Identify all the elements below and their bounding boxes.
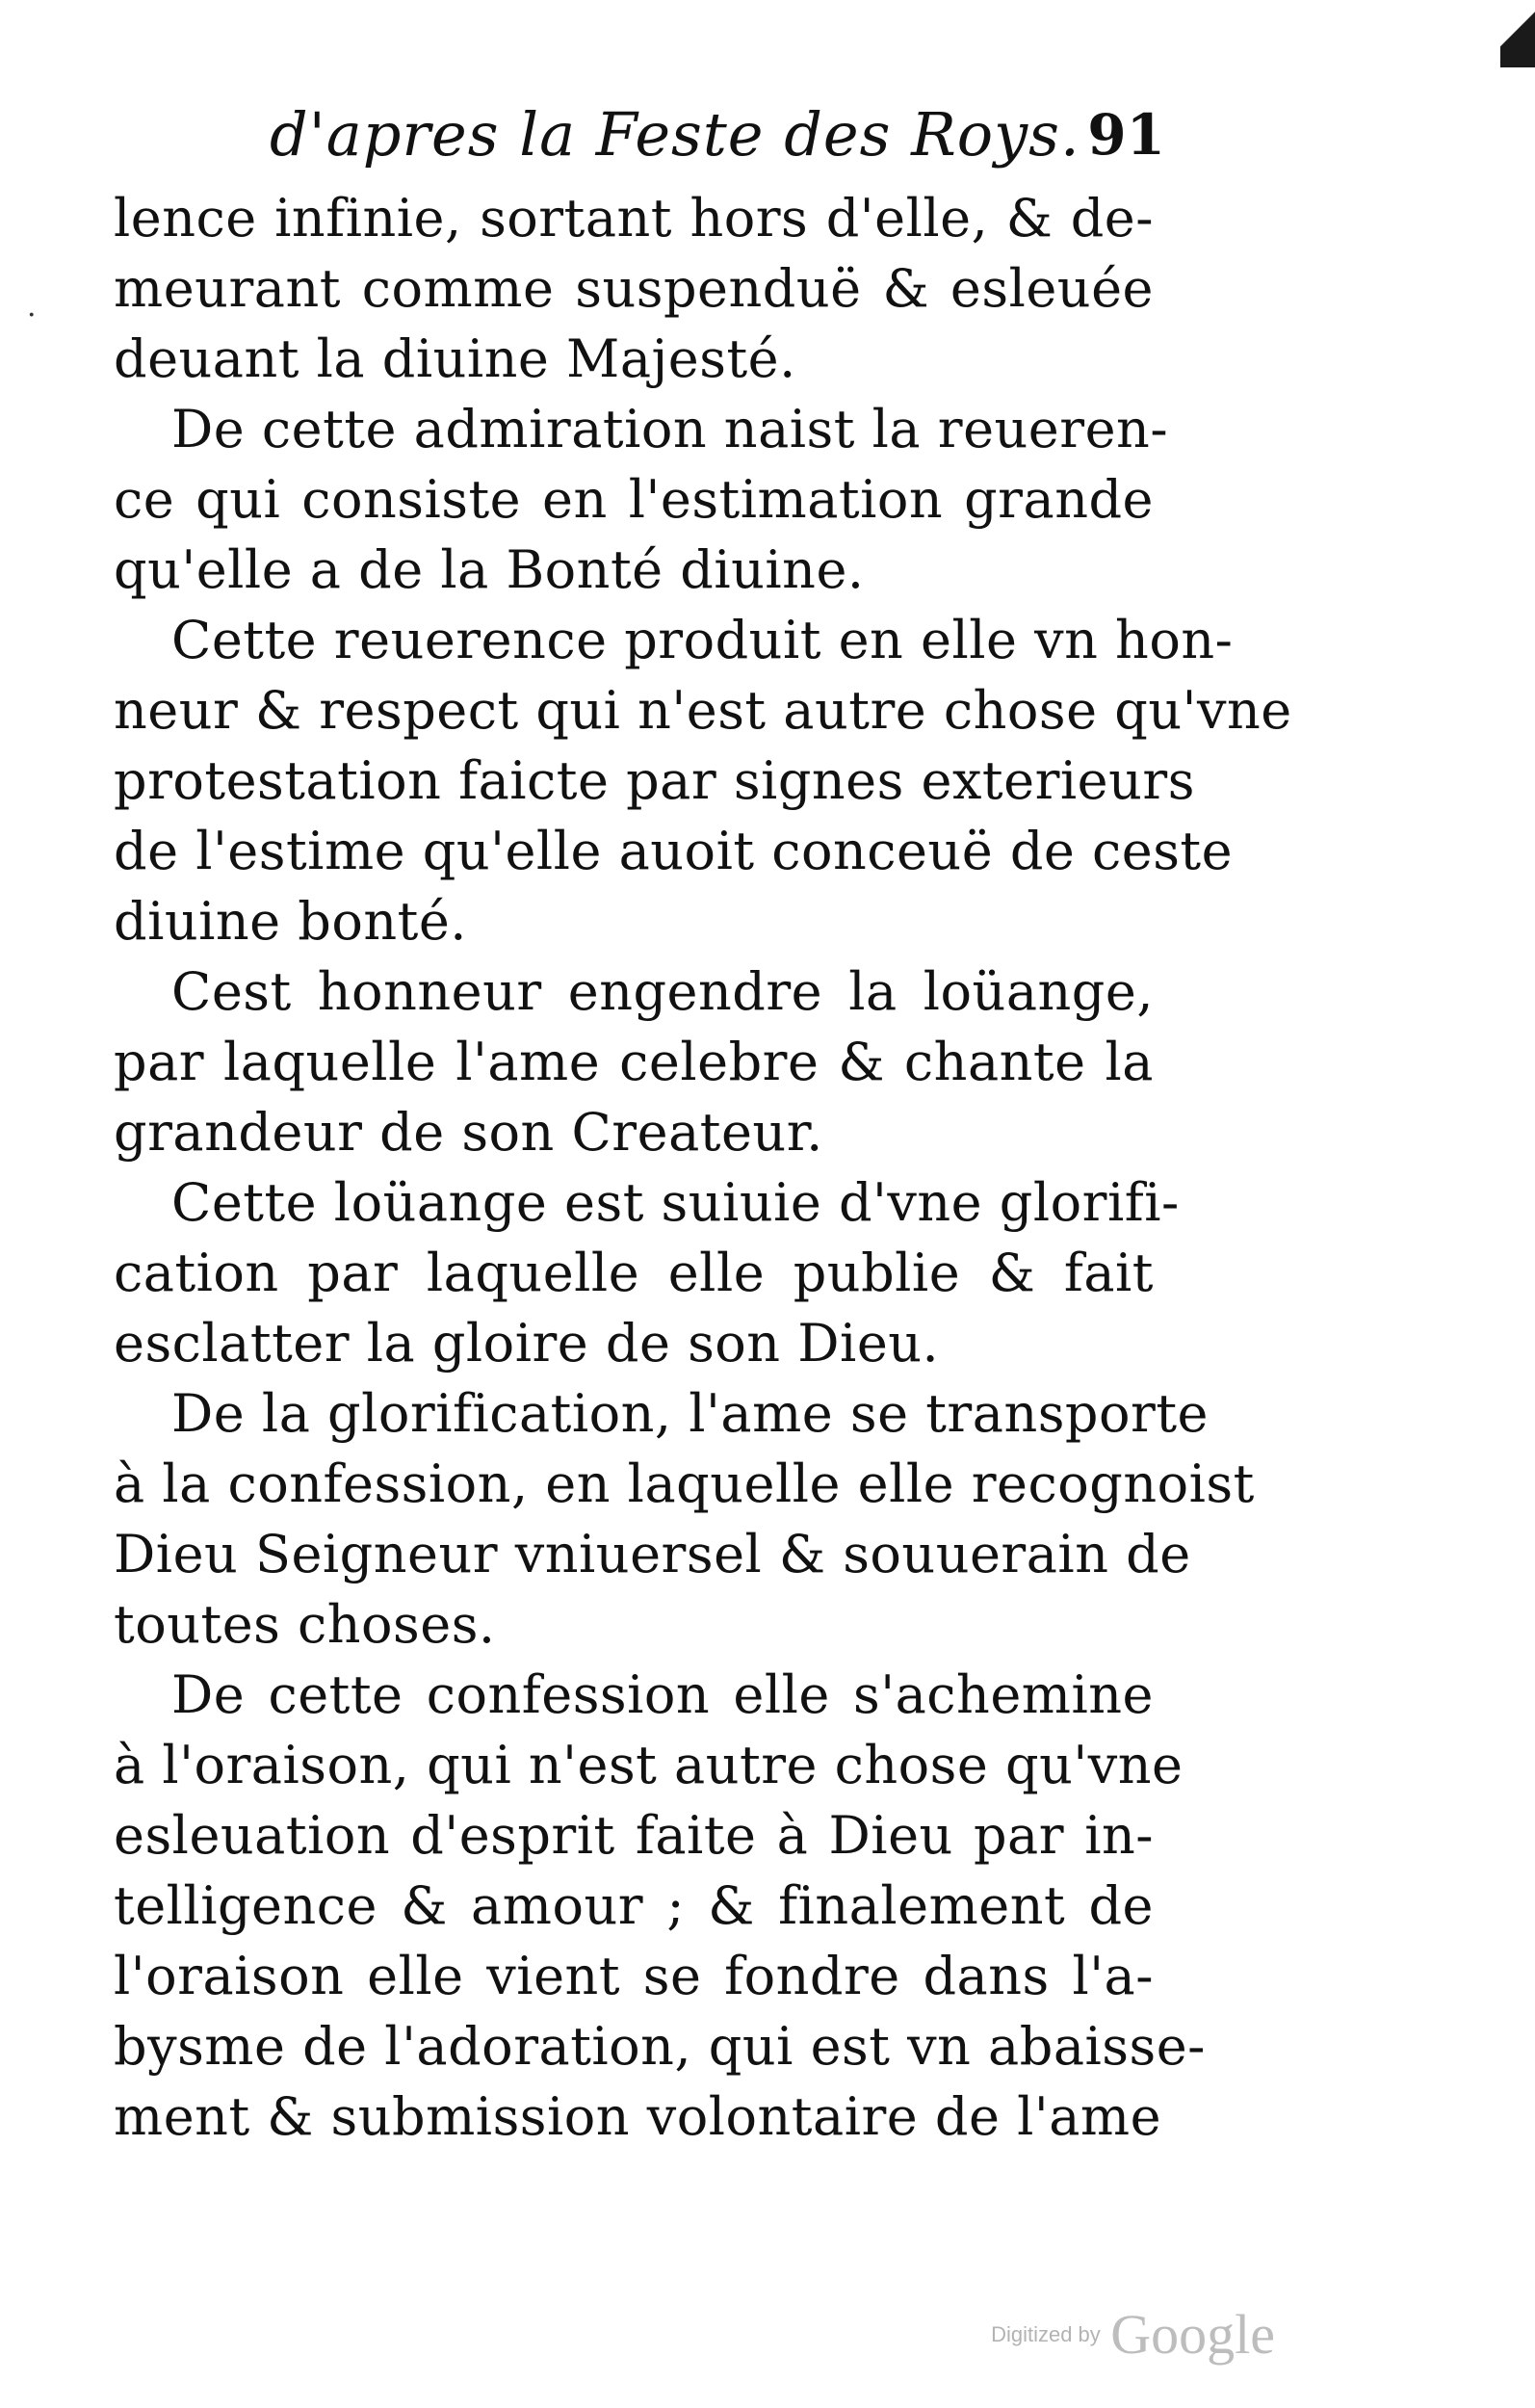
text-line: diuine bonté. [114, 891, 467, 952]
text-line: Cette reuerence produit en elle vn hon- [171, 610, 1234, 670]
text-line: telligence & amour ; & finalement de [114, 1875, 1154, 1936]
text-line: ce qui consiste en l'estimation grande [114, 469, 1154, 530]
text-line: toutes choses. [114, 1594, 496, 1655]
text-line: de l'estime qu'elle auoit conceuë de ceste [114, 821, 1234, 881]
text-line: l'oraison elle vient se fondre dans l'a- [114, 1946, 1154, 2006]
digitized-by-google-watermark [991, 2302, 1275, 2369]
text-line: Cette loüange est suiuie d'vne glorifi- [171, 1172, 1180, 1233]
text-line: cation par laquelle elle publie & fait [114, 1243, 1154, 1303]
text-line: protestation faicte par signes exterieurs [114, 750, 1195, 811]
text-line: qu'elle a de la Bonté diuine. [114, 539, 865, 600]
text-line: à l'oraison, qui n'est autre chose qu'vne [114, 1735, 1184, 1795]
text-line: lence infinie, sortant hors d'elle, & de- [114, 188, 1154, 249]
text-line: neur & respect qui n'est autre chose qu'vne [114, 680, 1292, 741]
text-line: par laquelle l'ame celebre & chante la [114, 1032, 1154, 1092]
text-line: esclatter la gloire de son Dieu. [114, 1313, 940, 1374]
running-head [241, 96, 1165, 173]
text-line: De cette admiration naist la reueren- [171, 399, 1169, 459]
text-line: deuant la diuine Majesté. [114, 328, 796, 389]
watermark-prefix: Digitized by [991, 2321, 1101, 2346]
running-title: d'apres la Feste des Roys. [270, 99, 1080, 170]
page-corner-shadow [1500, 0, 1535, 67]
text-line: meurant comme suspenduë & esleuée [114, 258, 1154, 319]
text-line: De cette confession elle s'achemine [171, 1664, 1154, 1725]
text-line: grandeur de son Createur. [114, 1102, 823, 1163]
text-line: à la confession, en laquelle elle recognoist [114, 1453, 1255, 1514]
text-line: ment & submission volontaire de l'ame [114, 2086, 1162, 2147]
page-number: 91 [1087, 102, 1165, 168]
text-line: De la glorification, l'ame se transporte [171, 1383, 1209, 1444]
body-text [114, 183, 1292, 2152]
text-line: Dieu Seigneur vniuersel & souuerain de [114, 1524, 1191, 1584]
google-logo: Google [1110, 2303, 1275, 2366]
text-line: Cest honneur engendre la loüange, [171, 961, 1154, 1022]
text-line: esleuation d'esprit faite à Dieu par in- [114, 1805, 1154, 1866]
text-line: bysme de l'adoration, qui est vn abaisse- [114, 2016, 1206, 2077]
margin-mark: · [27, 299, 37, 332]
